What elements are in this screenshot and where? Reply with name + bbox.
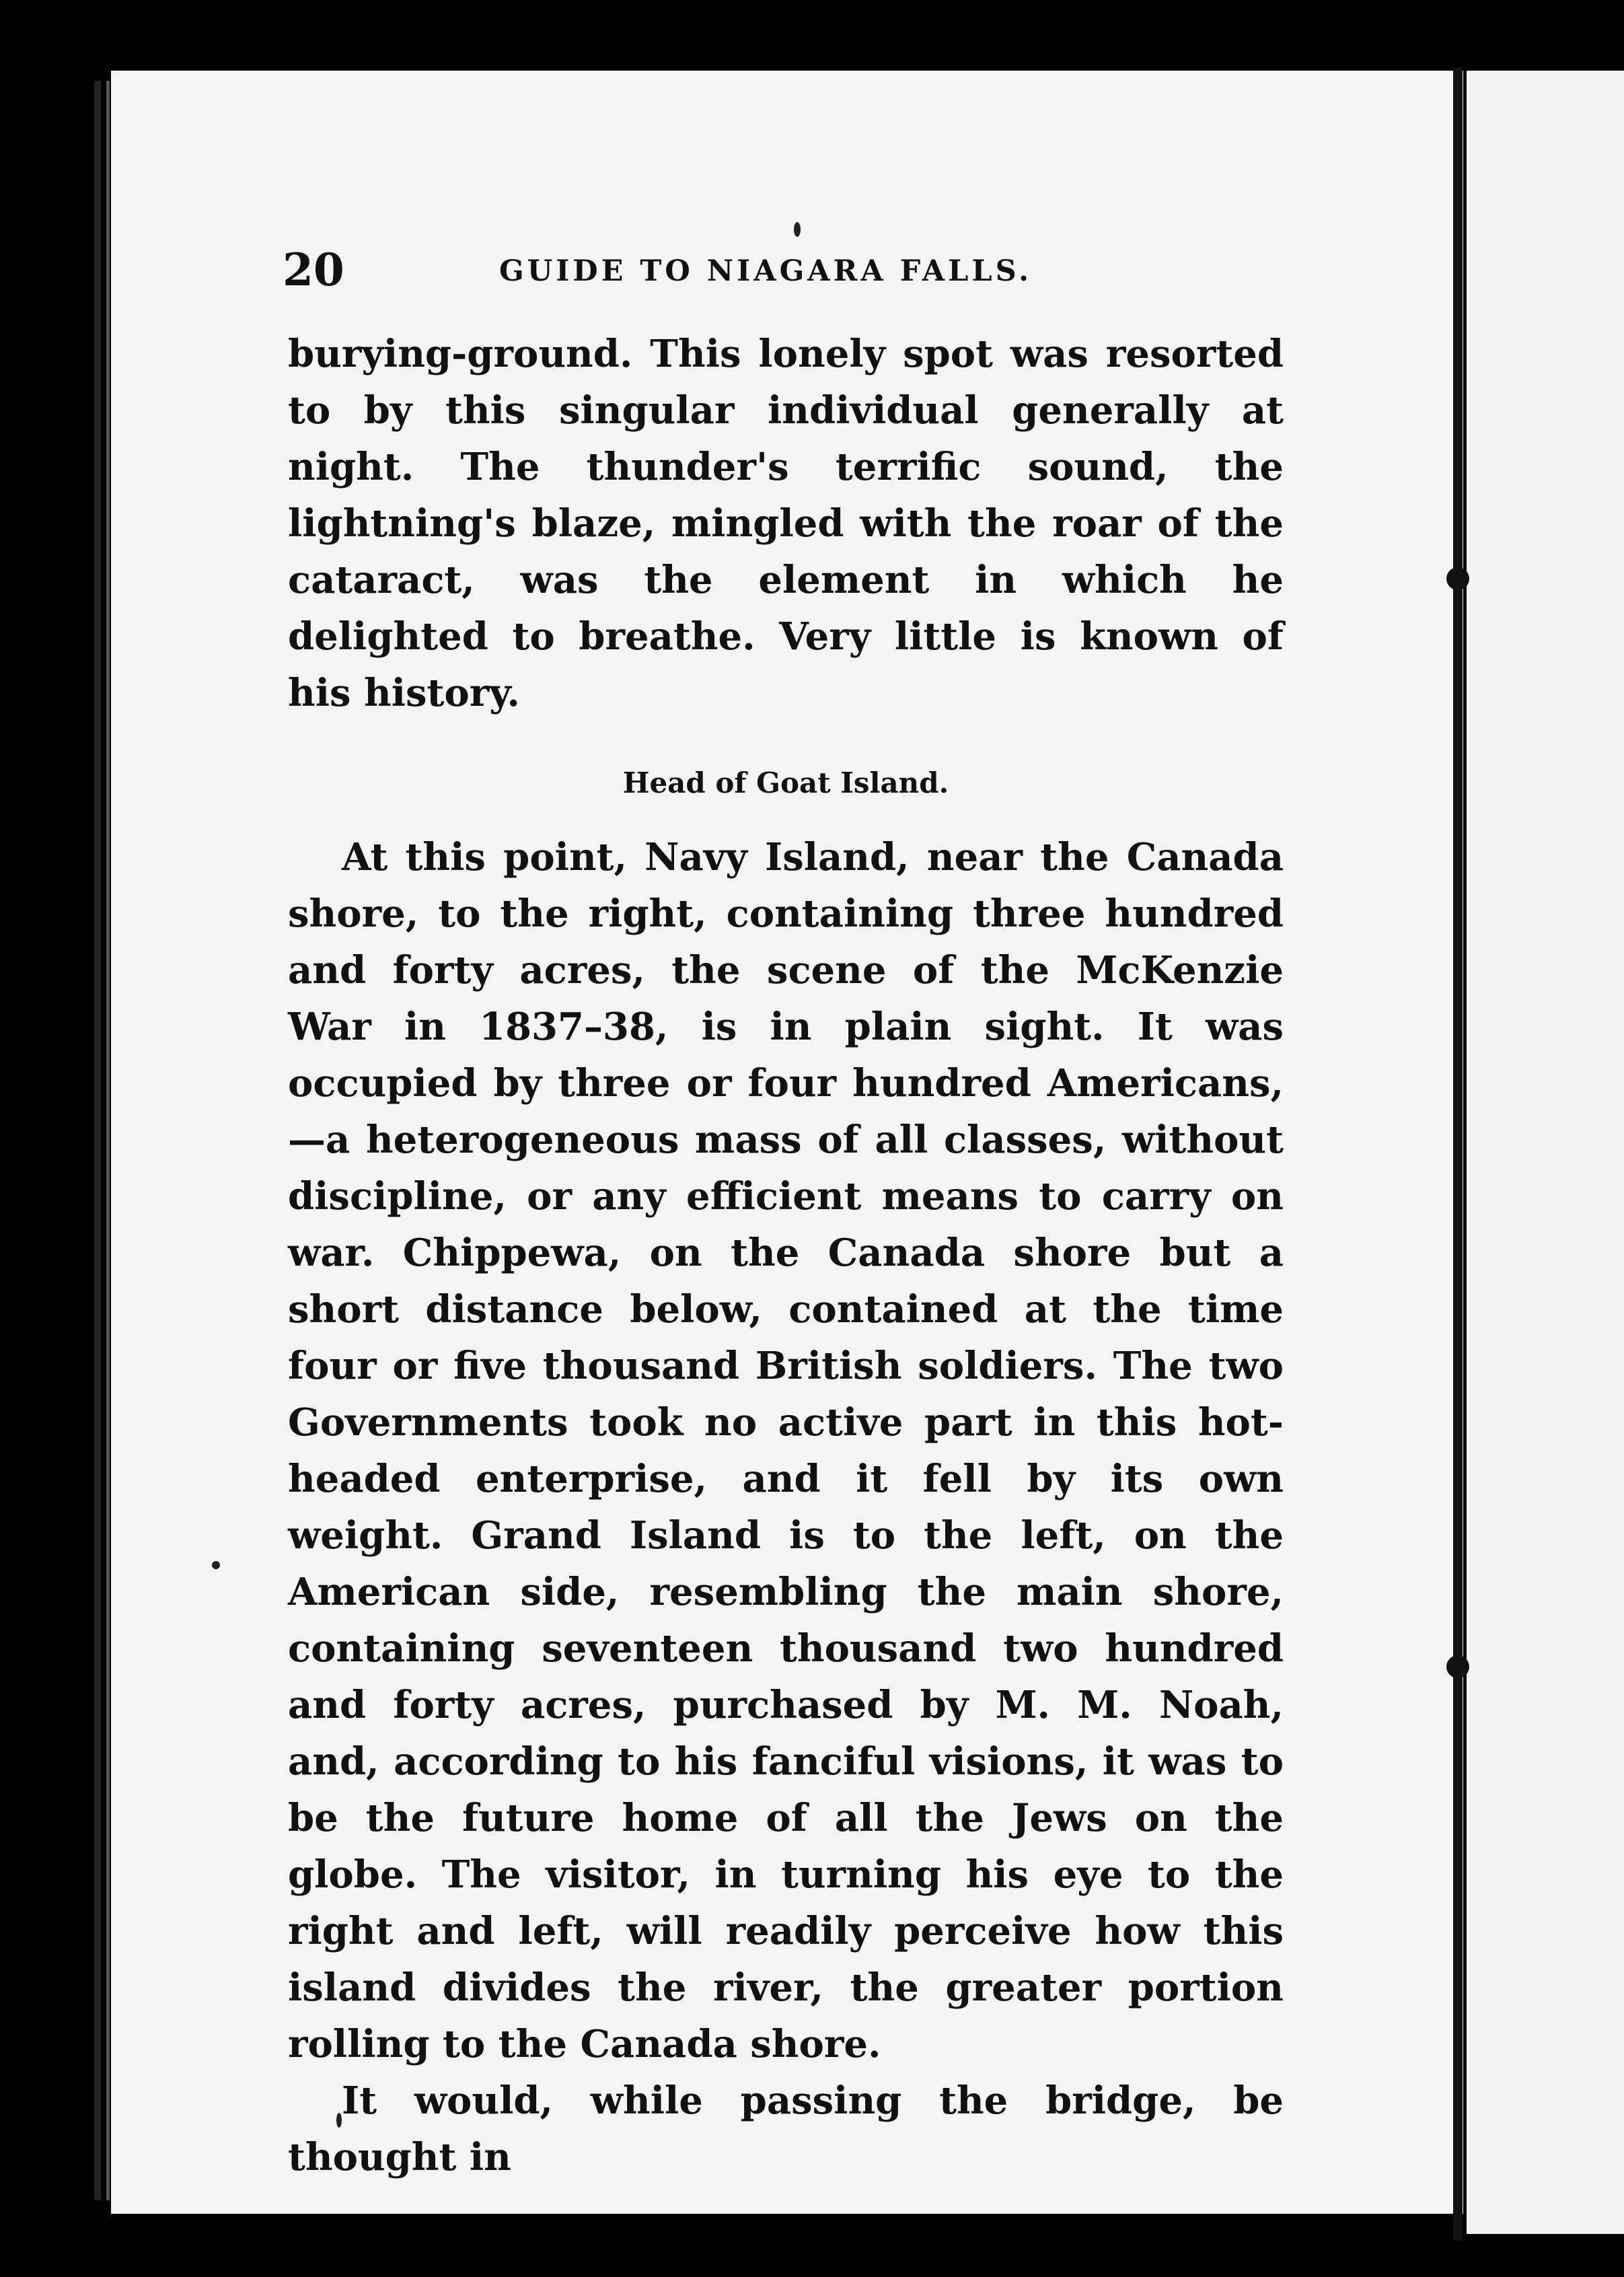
speck — [212, 1561, 220, 1569]
book-spine — [1453, 67, 1463, 2241]
paragraph: burying-ground. This lonely spot was resorted to by this singular individual generally at night. The thunder's terrific sound, the lightning's blaze, mingled with the roar of the cataract, was the element in which he delighted to breathe. Very little is known of his history. — [288, 332, 1284, 715]
spine-mark — [1446, 1655, 1469, 1678]
running-head — [0, 244, 1624, 297]
speck — [336, 2113, 342, 2128]
paragraph: At this point, Navy Island, near the Canada shore, to the right, containing three hundred and forty acres, the scene of the McKenzie War in 1837–38, is in plain sight. It was occupied by three or four hundred Americans,—a heterogeneous mass of all classes, without discipline, or any efficient means to carry on war. Chippewa, on the Canada shore but a short distance below, contained at the time four or five thousand British soldiers. The two Governments took no active part in this hot-headed enterprise, and it fell by its own weight. Grand Island is to the left, on the American side, resembling the main shore, containing seventeen thousand two hundred and forty acres, purchased by M. M. Noah, and, according to his fanciful visions, it was to be the future home of all the Jews on the globe. The visitor, in turning his eye to the right and left, will readily perceive how this island divides the river, the greater portion rolling to the Canada shore. — [288, 835, 1284, 2066]
speck — [794, 222, 801, 237]
body-text — [288, 326, 1284, 2185]
facing-page-edge — [1467, 71, 1624, 2234]
paragraph: It would, while passing the bridge, be thought in — [288, 2079, 1284, 2179]
page-number: 20 — [283, 244, 344, 296]
spine-mark — [1446, 567, 1469, 590]
page-edge-line — [94, 81, 101, 2200]
running-head-title: GUIDE TO NIAGARA FALLS. — [499, 254, 1033, 288]
page-edge-line — [106, 81, 110, 2200]
section-heading: Head of Goat Island. — [622, 766, 949, 799]
